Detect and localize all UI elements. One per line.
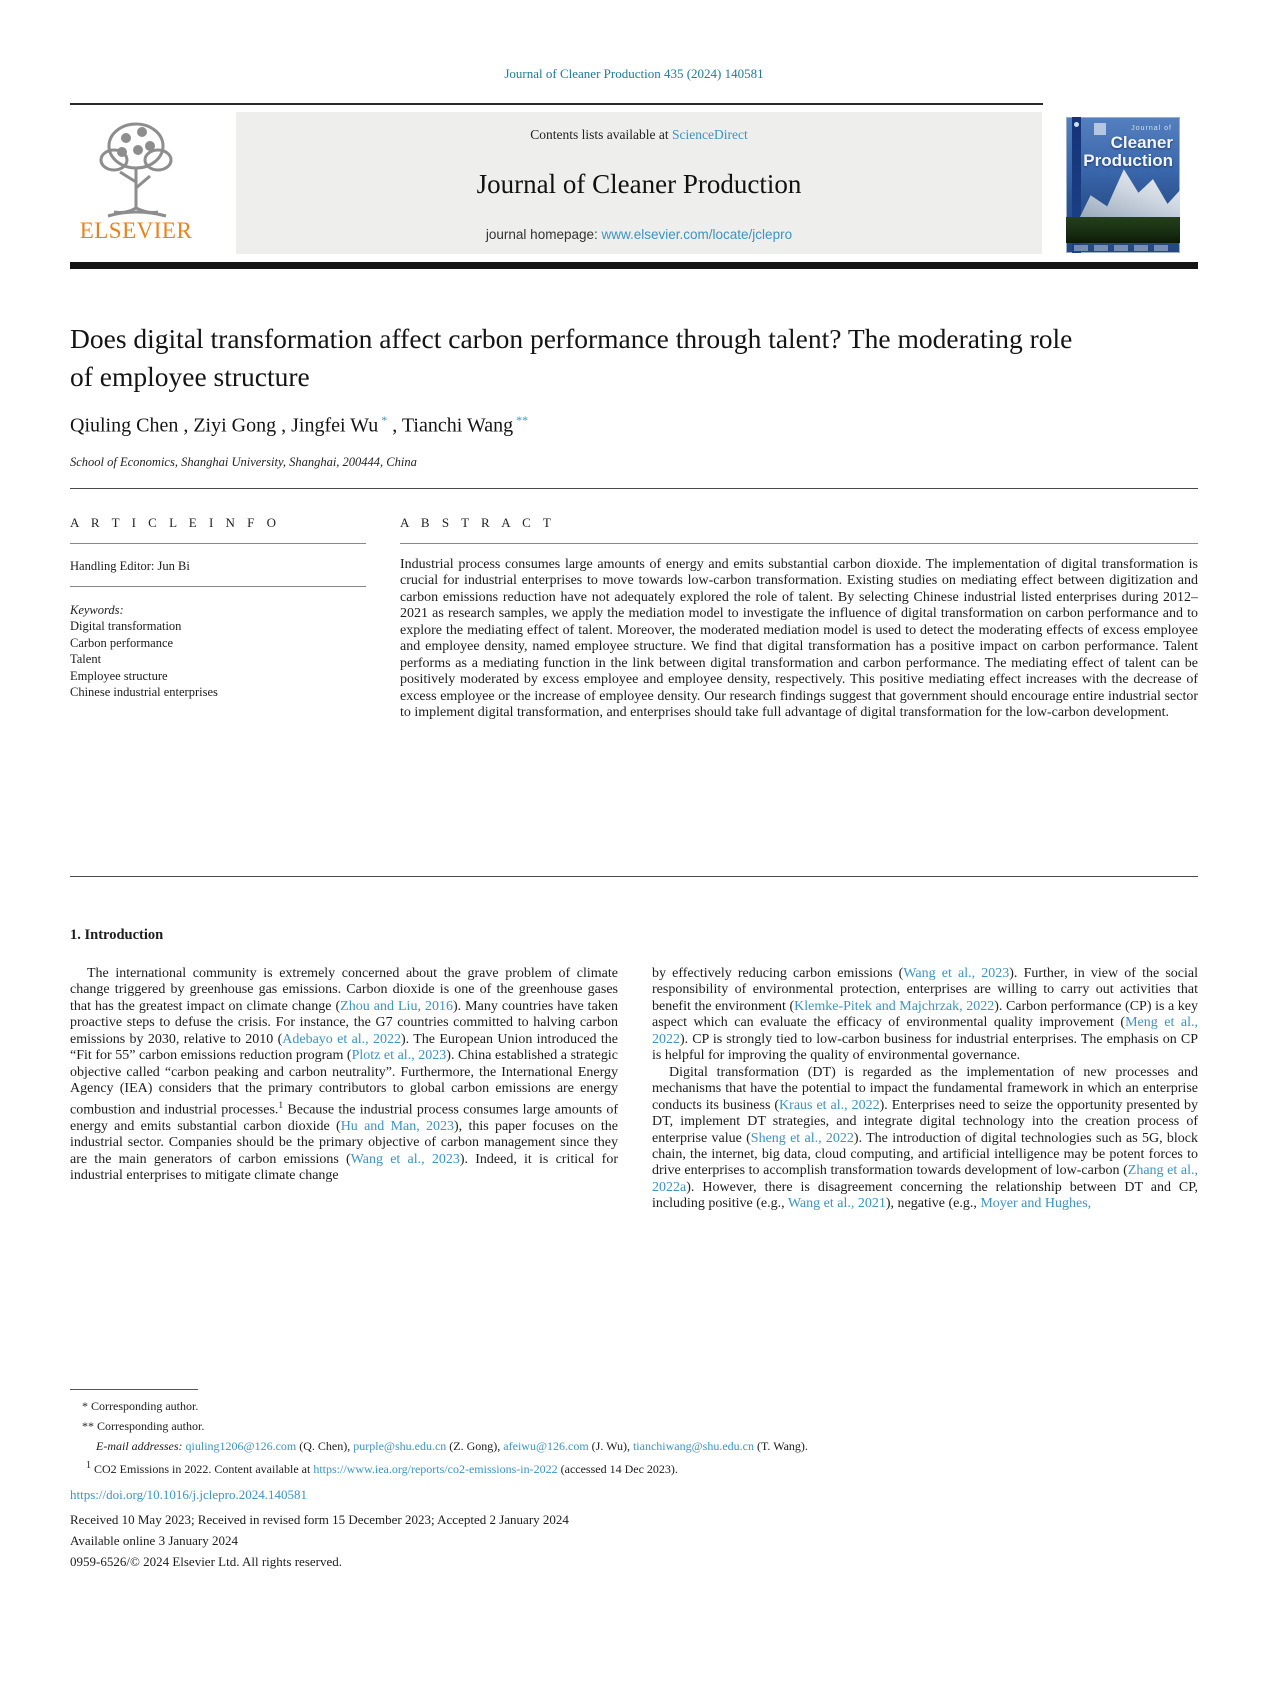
- text-segment: Digital transformation (DT) is regarded as the implementation of new processes and mechanisms that have the potential to impact the fundamental framework in which an enterprise conducts its business (: [652, 1064, 1198, 1113]
- text-segment: ). Many countries have taken proactive steps to defuse the crisis. For instance, the G7 countries committed to halving carbon emissions by 2030, relative to 2010 (: [70, 998, 619, 1047]
- email-addresses-line: [70, 1436, 1198, 1456]
- homepage-prefix: journal homepage:: [485, 227, 602, 242]
- text-segment: Because the industrial process consumes large amounts of energy and emits substantial carbon dioxide (: [70, 1102, 618, 1134]
- cover-title-cleaner: Cleaner: [1110, 133, 1173, 152]
- intro-paragraph-1: [70, 966, 618, 1185]
- divider: [70, 488, 1198, 489]
- text-segment: ). Further, in view of the social responsibility of environmental protection, enterprises are willing to carry out activities that benefit the environment (: [652, 966, 1198, 1014]
- citation-link[interactable]: Meng et al., 2022: [652, 1015, 1198, 1047]
- citation-link[interactable]: Klemke-Pitek and Majchrzak, 2022: [794, 998, 995, 1014]
- keyword-item: Carbon performance: [70, 635, 174, 650]
- contents-prefix: Contents lists available at: [530, 127, 672, 142]
- article-history: [70, 1509, 569, 1572]
- keywords-label: Keywords:: [70, 603, 124, 617]
- intro-paragraph-2: [652, 1065, 1198, 1213]
- text-segment: 1: [278, 1100, 284, 1111]
- cover-trees-art: [1066, 217, 1180, 243]
- citation-link[interactable]: Wang et al., 2023: [350, 1151, 460, 1167]
- text-segment: , Tianchi Wang: [387, 414, 514, 437]
- citation-link[interactable]: Wang et al., 2021: [787, 1196, 886, 1212]
- citation-link[interactable]: Hu and Man, 2023: [340, 1118, 455, 1134]
- text-segment: ). Carbon performance (CP) is a key aspect which can evaluate the efficacy of environmental quality improvement (: [652, 998, 1198, 1031]
- section-heading-introduction: 1. Introduction: [70, 927, 164, 943]
- text-segment: ). Enterprises need to seize the opportunity presented by DT, implement DT strategies, and integrate digital technology into the creation process of enterprise value (: [652, 1097, 1198, 1146]
- text-segment: CO2 Emissions in 2022. Content available at: [91, 1462, 314, 1476]
- contents-line: [236, 127, 1042, 143]
- keyword-item: Digital transformation: [70, 619, 182, 633]
- corresponding-author-note-2: ** Corresponding author.: [82, 1419, 205, 1433]
- text-segment[interactable]: **: [513, 413, 529, 427]
- elsevier-wordmark: ELSEVIER: [79, 218, 193, 243]
- text-segment: (T. Wang).: [753, 1439, 808, 1453]
- citation-link[interactable]: Wang et al., 2023: [903, 966, 1010, 981]
- text-segment: (J. Wu),: [588, 1439, 633, 1453]
- corresponding-author-note-1: * Corresponding author.: [82, 1399, 199, 1413]
- text-segment: E-mail addresses:: [96, 1439, 186, 1453]
- text-segment: Qiuling Chen , Ziyi Gong , Jingfei Wu: [70, 414, 379, 437]
- sciencedirect-link[interactable]: ScienceDirect: [672, 127, 748, 142]
- text-segment: ). The European Union introduced the “Fit for 55” carbon emissions reduction program (: [70, 1031, 618, 1064]
- header-black-bar: [70, 262, 1198, 269]
- available-online-line: Available online 3 January 2024: [70, 1533, 238, 1548]
- citation-link[interactable]: Zhang et al., 2022a: [652, 1163, 1198, 1195]
- citation-link[interactable]: Kraus et al., 2022: [779, 1097, 880, 1113]
- homepage-link[interactable]: www.elsevier.com/locate/jclepro: [601, 227, 793, 242]
- cover-mountain-art: [1076, 163, 1180, 225]
- citation-link[interactable]: afeiwu@126.com: [503, 1439, 589, 1453]
- citation-link[interactable]: qiuling1206@126.com: [185, 1439, 297, 1453]
- body-column-left: [70, 966, 618, 1185]
- text-segment: ). CP is strongly tied to low-carbon business for industrial enterprises. The emphasis on CP is helpful for improving the quality of environmental governance.: [652, 1031, 1198, 1064]
- divider: [70, 586, 366, 587]
- article-info-heading: A R T I C L E I N F O: [70, 515, 281, 530]
- copyright-line: 0959-6526/© 2024 Elsevier Ltd. All rights reserved.: [70, 1554, 342, 1569]
- elsevier-tree-icon: [90, 116, 182, 220]
- cover-journal-of: Journal of: [1131, 125, 1172, 132]
- abstract-heading: A B S T R A C T: [400, 515, 556, 530]
- text-segment[interactable]: *: [378, 413, 388, 427]
- text-segment: (accessed 14 Dec 2023).: [557, 1462, 678, 1476]
- divider: [400, 543, 1198, 544]
- cover-footer-text: [1074, 245, 1172, 251]
- footnote-rule: [70, 1389, 198, 1390]
- keywords-list: [70, 618, 366, 701]
- divider: [70, 876, 1198, 877]
- article-info-section: [70, 515, 366, 701]
- citation-link[interactable]: Sheng et al., 2022: [750, 1130, 854, 1146]
- citation-link[interactable]: Adebayo et al., 2022: [282, 1031, 402, 1047]
- text-segment: The international community is extremely concerned about the grave problem of climate change triggered by greenhouse gas emissions. Carbon dioxide is one of the greenhouse gases that has the greatest impact on climate change (: [70, 966, 618, 1014]
- keyword-item: Talent: [70, 652, 102, 666]
- text-segment: ), negative (e.g.,: [885, 1196, 981, 1212]
- received-line: Received 10 May 2023; Received in revised form 15 December 2023; Accepted 2 January 2024: [70, 1512, 569, 1527]
- text-segment: ). The introduction of digital technologies such as 5G, block chain, the internet, big data, cloud computing, and artificial intelligence may be potent forces to drive enterprises to accomplish transformation towards development of low-carbon (: [652, 1130, 1198, 1179]
- citation-link[interactable]: Plotz et al., 2023: [351, 1048, 447, 1064]
- cover-title-production: Production: [1083, 151, 1173, 170]
- text-segment: ). China established a strategic objective called “carbon peaking and carbon neutrality”. Furthermore, the International Energy Agency (IEA) considers that the primary contributors to global carbon emissions are energy combustion and industrial processes.: [70, 1048, 618, 1118]
- header-rule: [70, 103, 1043, 105]
- cover-dot: [1074, 122, 1079, 127]
- citation-link[interactable]: https://www.iea.org/reports/co2-emissions-in-2022: [313, 1462, 558, 1476]
- affiliation: School of Economics, Shanghai University, Shanghai, 200444, China: [70, 455, 417, 469]
- text-segment: ). Indeed, it is critical for industrial enterprises to mitigate climate change: [70, 1151, 618, 1184]
- footnotes: [70, 1396, 1198, 1479]
- journal-title: Journal of Cleaner Production: [476, 169, 802, 199]
- citation-link[interactable]: tianchiwang@shu.edu.cn: [632, 1439, 754, 1453]
- journal-header-box: [236, 112, 1042, 254]
- text-segment: (Z. Gong),: [446, 1439, 504, 1453]
- text-segment: ), this paper focuses on the industrial sector. Companies should be the primary objective of carbon management since they are the main generators of carbon emissions (: [70, 1118, 618, 1167]
- intro-paragraph-1-continued: [652, 966, 1198, 1065]
- handling-editor: Handling Editor: Jun Bi: [70, 559, 190, 573]
- elsevier-logo[interactable]: [74, 116, 198, 256]
- abstract-section: [400, 515, 1198, 722]
- text-segment: (Q. Chen),: [296, 1439, 354, 1453]
- citation-link[interactable]: purple@shu.edu.cn: [353, 1439, 447, 1453]
- footnote-1: [70, 1456, 1198, 1479]
- text-segment: 1: [86, 1460, 91, 1471]
- homepage-line: [236, 227, 1042, 242]
- citation-link[interactable]: Zhou and Liu, 2016: [340, 998, 453, 1014]
- journal-cover-thumbnail[interactable]: [1066, 117, 1180, 253]
- article-title: Does digital transformation affect carbon performance through talent? The moderating role of employee structure: [70, 323, 1073, 392]
- citation-link[interactable]: Moyer and Hughes,: [980, 1196, 1092, 1212]
- text-segment: by effectively reducing carbon emissions (: [652, 966, 904, 981]
- doi-link[interactable]: https://doi.org/10.1016/j.jclepro.2024.140581: [70, 1487, 308, 1502]
- journal-reference: Journal of Cleaner Production 435 (2024) 140581: [504, 66, 764, 81]
- cover-logo-mark: [1094, 123, 1106, 135]
- divider: [70, 543, 366, 544]
- abstract-text: Industrial process consumes large amounts of energy and emits substantial carbon dioxide. The implementation of digital transformation is crucial for industrial enterprises to move towards low-carbon transformation. Existing studies on mediating effect between digitization and carbon emissions reduction have not adequately explored the role of talent. By selecting Chinese industrial listed enterprises during 2012–2021 as research samples, we apply the mediation model to investigate the influence of digital transformation on carbon performance and to explore the mediating effect of talent. Moreover, the moderated mediation model is used to detect the moderating effects of excess employee and employee density, named employee structure. We find that digital transformation has a positive impact on carbon performance. Talent performs as a mediating function in the link between digital transformation and carbon performance. The mediating effect of talent can be positively moderated by excess employee and employee density, respectively. This positive mediating effect increases with the decrease of excess employee or the increase of employee density. Our research findings suggest that government should encourage entire industrial sector to implement digital transformation, and enterprises should take full advantage of digital transformation for the low-carbon development.: [400, 557, 1198, 721]
- text-segment: ). However, there is disagreement concerning the relationship between DT and CP, including positive (e.g.,: [652, 1179, 1198, 1212]
- keyword-item: Chinese industrial enterprises: [70, 685, 218, 699]
- keyword-item: Employee structure: [70, 668, 168, 683]
- author-list: [70, 413, 528, 438]
- body-column-right: [652, 966, 1198, 1213]
